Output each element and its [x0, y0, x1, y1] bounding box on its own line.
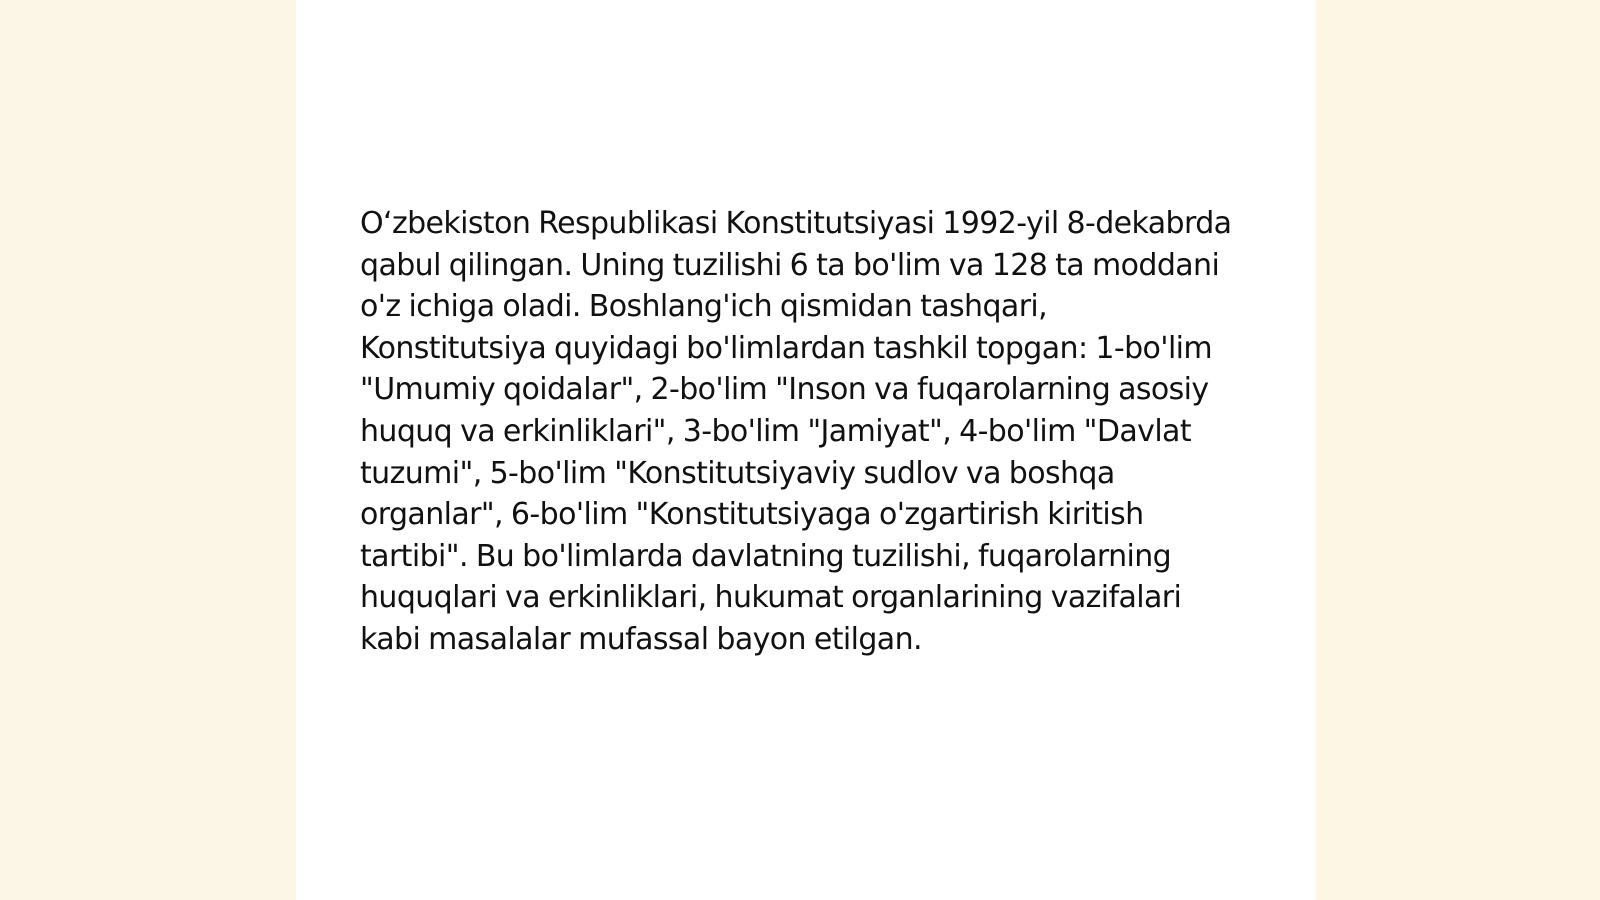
slide-page: [296, 0, 1316, 900]
right-margin: [1316, 0, 1600, 900]
left-margin: [0, 0, 296, 900]
slide-body-text: O‘zbekiston Respublikasi Konstitutsiyasi 1992-yil 8-dekabrda qabul qilingan. Uning tuzilishi 6 ta bo'lim va 128 ta moddani o'z ichiga oladi. Boshlang'ich qismidan tashqari, Konstitutsiya quyidagi bo'limlardan tashkil topgan: 1-bo'lim "Umumiy qoidalar", 2-bo'lim "Inson va fuqarolarning asosiy huquq va erkinliklari", 3-bo'lim "Jamiyat", 4-bo'lim "Davlat tuzumi", 5-bo'lim "Konstitutsiyaviy sudlov va boshqa organlar", 6-bo'lim "Konstitutsiyaga o'zgartirish kiritish tartibi". Bu bo'limlarda davlatning tuzilishi, fuqarolarning huquqlari va erkinliklari, hukumat organlarining vazifalari kabi masalalar mufassal bayon etilgan.: [360, 206, 1232, 657]
